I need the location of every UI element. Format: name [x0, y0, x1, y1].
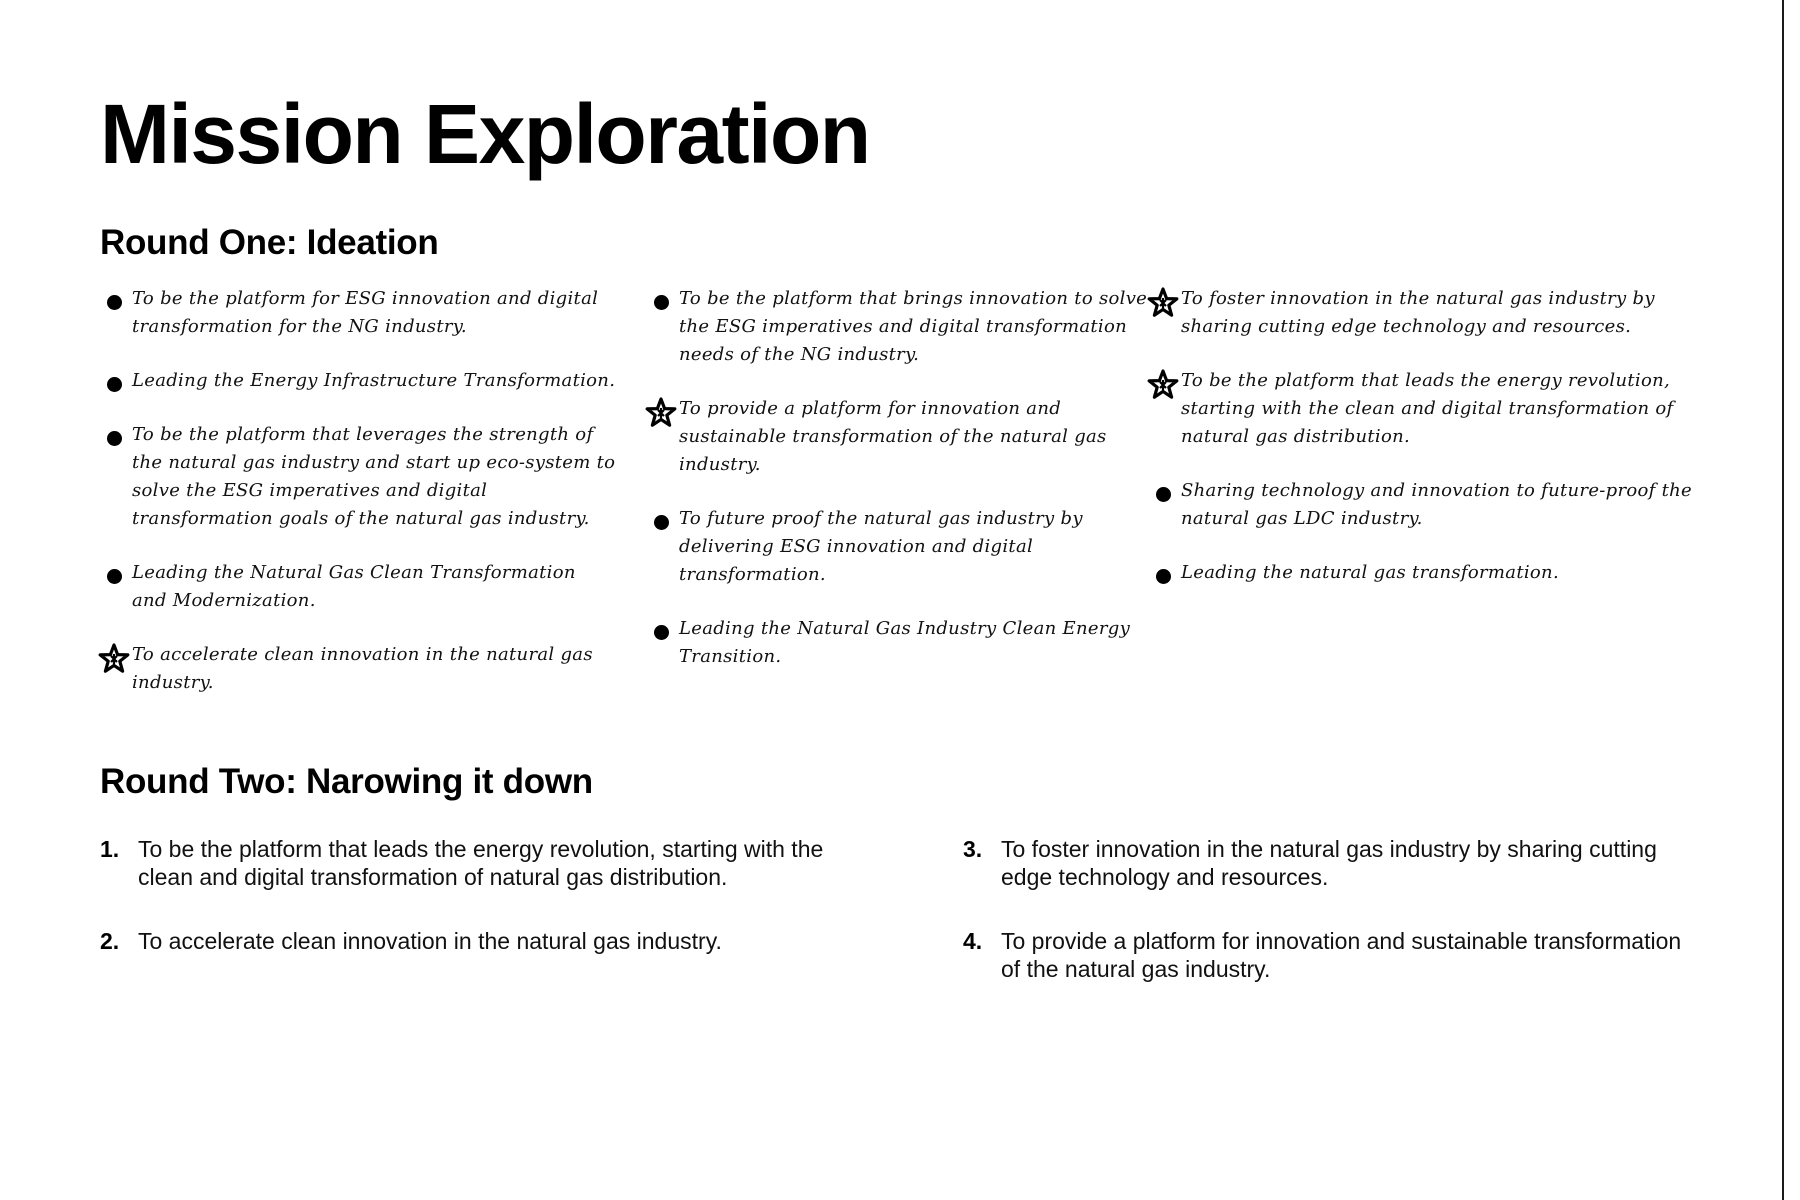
shortlist-item: [100, 835, 880, 891]
ideation-column-3: [1145, 285, 1705, 587]
shortlist-item: [963, 835, 1683, 891]
shortlist-text: To foster innovation in the natural gas industry by sharing cutting edge technology and resources.: [1001, 836, 1657, 890]
ideation-item: [1145, 477, 1705, 533]
shortlist-number: 4.: [963, 928, 983, 954]
bullet-dot-icon: [1156, 487, 1171, 502]
bullet-dot-icon: [107, 431, 122, 446]
shortlist-right: [963, 835, 1683, 983]
idea-text: To foster innovation in the natural gas industry by sharing cutting edge technology and resources.: [1181, 288, 1655, 337]
bullet-dot-icon: [107, 569, 122, 584]
bullet-dot-icon: [654, 625, 669, 640]
bullet-dot-icon: [654, 515, 669, 530]
star-icon: [645, 397, 677, 429]
idea-text: To be the platform that leads the energy revolution, starting with the clean and digital transformation of natural gas distribution.: [1181, 370, 1674, 447]
ideation-item: [643, 395, 1163, 479]
idea-marker: [96, 421, 132, 446]
idea-text: To be the platform that brings innovation to solve the ESG imperatives and digital transformation needs of the NG industry.: [679, 288, 1148, 365]
idea-marker: [1145, 477, 1181, 502]
idea-text: Leading the Energy Infrastructure Transformation.: [132, 370, 616, 391]
ideation-column-2: [643, 285, 1163, 671]
ideation-item: [96, 285, 616, 341]
ideation-item: [96, 559, 616, 615]
shortlist-item: [100, 927, 880, 955]
idea-text: To future proof the natural gas industry by delivering ESG innovation and digital transformation.: [679, 508, 1083, 585]
idea-marker: [643, 285, 679, 310]
ideation-item: [1145, 285, 1705, 341]
idea-marker: [96, 285, 132, 310]
idea-marker: [1145, 367, 1181, 401]
bullet-dot-icon: [107, 377, 122, 392]
star-icon: [98, 643, 130, 675]
star-icon: [1147, 369, 1179, 401]
ideation-column-1: [96, 285, 616, 697]
idea-text: Leading the Natural Gas Industry Clean Energy Transition.: [679, 618, 1131, 667]
shortlist-text: To accelerate clean innovation in the natural gas industry.: [138, 928, 722, 954]
idea-marker: [96, 641, 132, 675]
round-two-heading: Round Two: Narowing it down: [100, 762, 593, 801]
ideation-item: [643, 615, 1163, 671]
round-one-heading: Round One: Ideation: [100, 223, 439, 262]
page-title: Mission Exploration: [100, 87, 870, 181]
ideation-item: [1145, 367, 1705, 451]
ideation-item: [96, 641, 616, 697]
idea-text: To be the platform for ESG innovation and digital transformation for the NG industry.: [132, 288, 599, 337]
idea-text: To be the platform that leverages the strength of the natural gas industry and start up eco-system to solve the ESG imperatives and digital transformation goals of the natural gas industry.: [132, 424, 616, 529]
ideation-item: [1145, 559, 1705, 587]
shortlist-number: 1.: [100, 836, 120, 862]
page-edge-line: [1782, 0, 1784, 1200]
idea-marker: [643, 505, 679, 530]
ideation-item: [96, 367, 616, 395]
ideation-item: [643, 285, 1163, 369]
shortlist-left: [100, 835, 880, 955]
idea-marker: [643, 615, 679, 640]
idea-text: To provide a platform for innovation and sustainable transformation of the natural gas industry.: [679, 398, 1107, 475]
idea-marker: [1145, 285, 1181, 319]
shortlist-text: To provide a platform for innovation and sustainable transformation of the natural gas industry.: [1001, 928, 1682, 982]
idea-marker: [96, 559, 132, 584]
idea-marker: [1145, 559, 1181, 584]
bullet-dot-icon: [654, 295, 669, 310]
bullet-dot-icon: [107, 295, 122, 310]
idea-marker: [643, 395, 679, 429]
ideation-item: [643, 505, 1163, 589]
shortlist-text: To be the platform that leads the energy revolution, starting with the clean and digital transformation of natural gas distribution.: [138, 836, 824, 890]
idea-text: Sharing technology and innovation to future-proof the natural gas LDC industry.: [1181, 480, 1693, 529]
idea-text: Leading the natural gas transformation.: [1181, 562, 1559, 583]
bullet-dot-icon: [1156, 569, 1171, 584]
shortlist-item: [963, 927, 1683, 983]
shortlist-number: 2.: [100, 928, 120, 954]
idea-marker: [96, 367, 132, 392]
shortlist-number: 3.: [963, 836, 983, 862]
idea-text: To accelerate clean innovation in the natural gas industry.: [132, 644, 593, 693]
idea-text: Leading the Natural Gas Clean Transformation and Modernization.: [132, 562, 576, 611]
ideation-item: [96, 421, 616, 533]
star-icon: [1147, 287, 1179, 319]
